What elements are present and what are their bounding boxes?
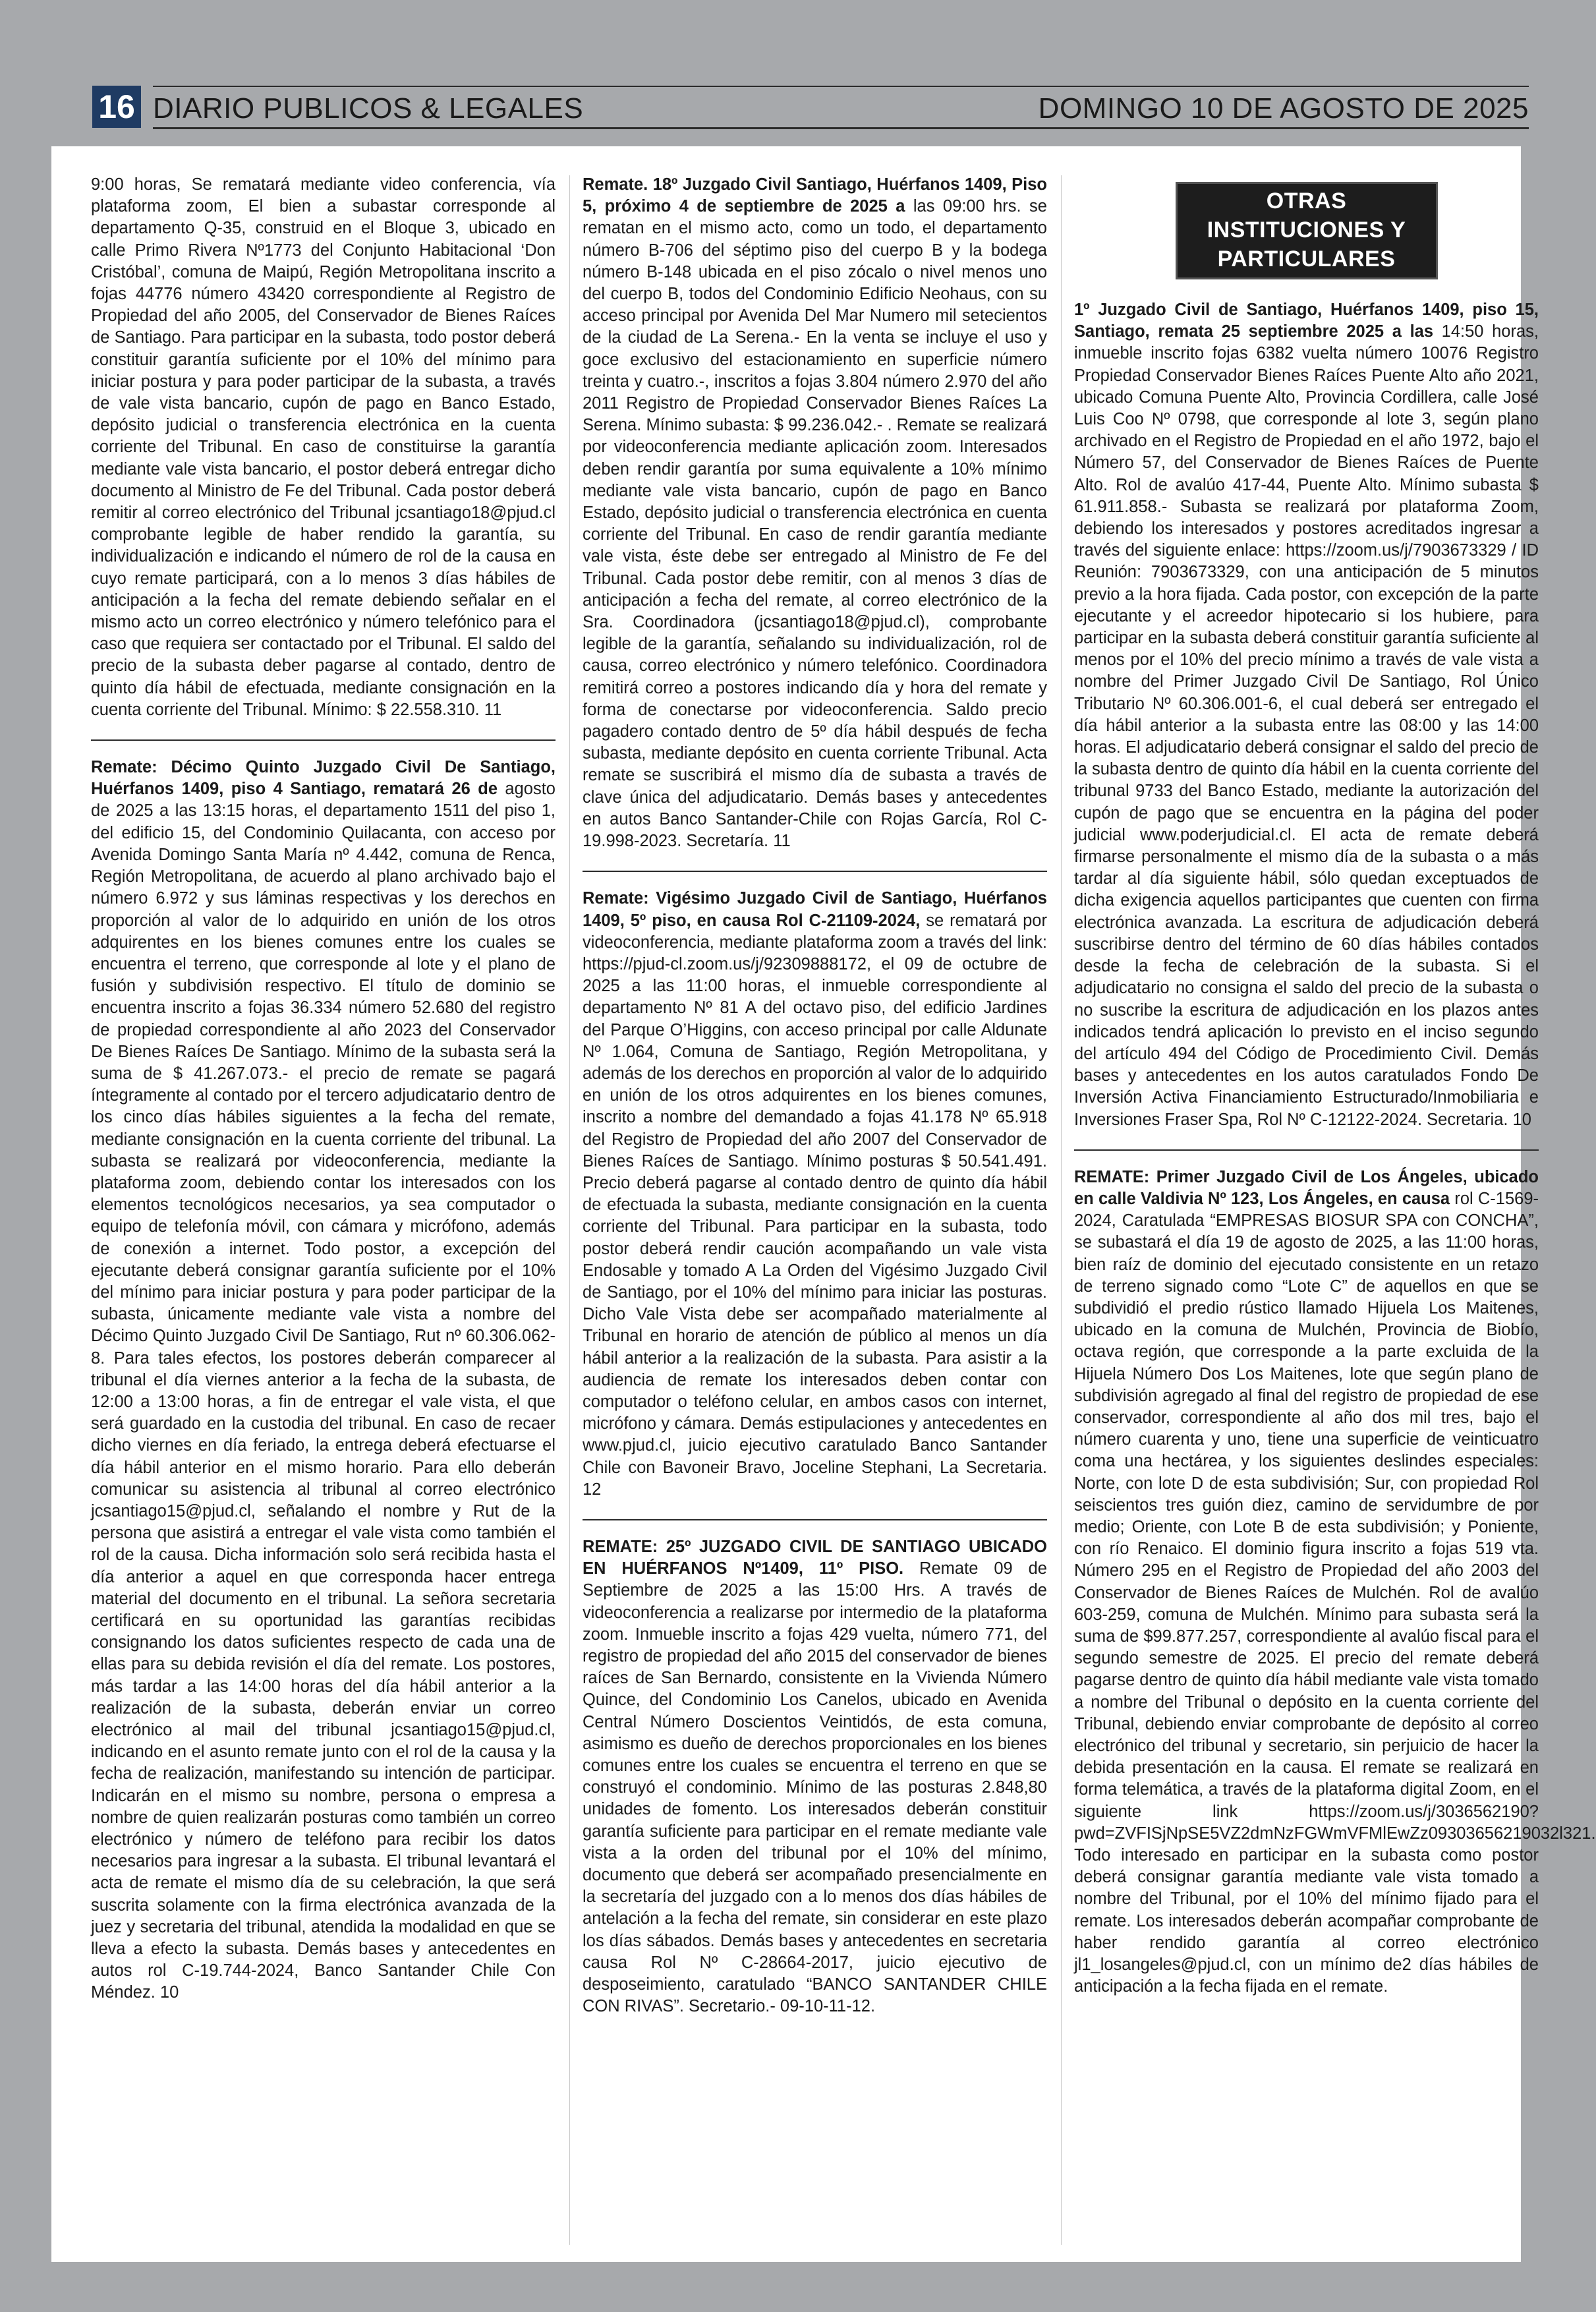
notice-divider xyxy=(91,739,556,741)
header-top-rule xyxy=(153,86,1529,87)
column-1 xyxy=(91,174,556,2250)
notice-divider xyxy=(1074,1149,1539,1151)
legal-notice xyxy=(91,174,556,721)
notice-lead: 1º Juzgado Civil de Santiago, Huérfanos 1409, piso 15, Santiago, remata 25 septiembre 2025 a las xyxy=(1074,301,1539,341)
notice-divider xyxy=(583,871,1047,872)
issue-date: DOMINGO 10 DE AGOSTO DE 2025 xyxy=(1038,92,1529,125)
page-sheet xyxy=(51,146,1596,2262)
legal-notice xyxy=(583,888,1047,1501)
notice-lead: Remate. 18º Juzgado Civil Santiago, Huérfanos 1409, Piso 5, próximo 4 de septiembre de 2025 a xyxy=(583,175,1047,216)
legal-notice xyxy=(583,1536,1047,2017)
notice-body: las 09:00 hrs. se rematan en el mismo acto, como un todo, el departamento número B-706 del séptimo piso del cuerpo B y la bodega número B-148 ubicada en el piso zócalo o nivel menos uno del cuerpo B, todos del Condominio Edificio Neohaus, con su acceso principal por Avenida Del Mar Numero mil setecientos de la ciudad de La Serena.- En la venta se incluye el uso y goce exclusivo del estacionamiento en superficie número treinta y cuatro.-, inscritos a fojas 3.804 número 2.970 del año 2011 Registro de Propiedad Conservador Bienes Raíces La Serena. Mínimo subasta: $ 99.236.042.- . Remate se realizará por videoconferencia mediante aplicación zoom. Interesados deben rendir garantía por suma equivalente a 10% mínimo mediante vale vista bancario, cupón de pago en Banco Estado, depósito judicial o transferencia electrónica en cuenta corriente del Tribunal. En caso de rendir garantía mediante vale vista, éste debe ser entregado al Ministro de Fe del Tribunal. Cada postor debe remitir, con al menos 3 días de anticipación a fecha del remate, al correo electrónico de la Sra. Coordinadora (jcsantiago18@pjud.cl), comprobante legible de la garantía, señalando su individualización, rol de causa, correo electrónico y número telefónico. Coordinadora remitirá correo a postores indicando día y hora del remate y forma de conectarse por videoconferencia. Saldo precio pagadero contado dentro de 5º día hábil después de fecha subasta, mediante depósito en cuenta corriente Tribunal. Acta remate se suscribirá el mismo día de subasta a través de clave única del adjudicatario. Demás bases y antecedentes en autos Banco Santander-Chile con Rojas García, Rol C-19.998-2023. Secretaría. 11 xyxy=(583,197,1047,851)
masthead-title: DIARIO PUBLICOS & LEGALES xyxy=(153,92,584,125)
notice-lead: REMATE: 25º JUZGADO CIVIL DE SANTIAGO UBICADO EN HUÉRFANOS Nº1409, 11º PISO. xyxy=(583,1537,1047,1578)
legal-notice xyxy=(1074,1167,1596,1998)
notice-body: Remate 09 de Septiembre de 2025 a las 15:00 Hrs. A través de videoconferencia a realizarse por intermedio de la plataforma zoom. Inmueble inscrito a fojas 429 vuelta, número 771, del registro de propiedad del año 2015 del conservador de bienes raíces de San Bernardo, consistente en la Vivienda Número Quince, del Condominio Los Canelos, ubicado en Avenida Central Número Doscientos Veintidós, de esta comuna, asimismo es dueño de derechos proporcionales en los bienes comunes entre los cuales se encuentra el terreno en que se construyó el condominio. Mínimo de las posturas 2.848,80 unidades de fomento. Los interesados deberán constituir garantía suficiente para participar en el remate mediante vale vista a la orden del tribunal por el 10% del mínimo, documento que deberá ser acompañado presencialmente en la secretaría del juzgado con a lo menos dos días hábiles de antelación a la fecha del remate, sin considerar en este plazo los días sábados. Demás bases y antecedentes en secretaria causa Rol Nº C-28664-2017, juicio ejecutivo de desposeimiento, caratulado “BANCO SANTANDER CHILE CON RIVAS”. Secretario.- 09-10-11-12. xyxy=(583,1559,1047,2016)
legal-notice xyxy=(91,757,556,2004)
notice-divider xyxy=(583,1519,1047,1520)
header-bottom-rule xyxy=(153,127,1529,129)
legal-notice xyxy=(1074,299,1539,1131)
notice-body: 14:50 horas, inmueble inscrito fojas 6382 vuelta número 10076 Registro Propiedad Conservador Bienes Raíces Puente Alto año 2021, ubicado Comuna Puente Alto, Provincia Cordillera, calle José Luis Coo Nº 0798, que corresponde al lote 3, según plano archivado en el Registro de Propiedad en el año 1972, bajo el Número 57, del Conservador de Bienes Raíces de Puente Alto. Rol de avalúo 417-44, Puente Alto. Mínimo subasta $ 61.911.858.- Subasta se realizará por plataforma Zoom, debiendo los interesados y postores acreditados ingresar a través del siguiente enlace: https://zoom.us/j/7903673329 / ID Reunión: 7903673329, con una anticipación de 5 minutos previo a la hora fijada. Cada postor, con excepción de la parte ejecutante y el acreedor hipotecario si los hubiere, para participar en la subasta deberá constituir garantía suficiente al menos por el 10% del precio mínimo a través de vale vista a nombre del Primer Juzgado Civil De Santiago, Rol Único Tributario Nº 60.306.001-6, el cual deberá ser entregado el día hábil anterior a la subasta entre las 08:00 y las 14:00 horas. El adjudicatario deberá consignar el saldo del precio de la subasta dentro de quinto día hábil en la cuenta corriente del tribunal 9733 del Banco Estado, mediante la autorización del cupón de pago que se encuentra en la página del poder judicial www.poderjudicial.cl. El acta de remate deberá firmarse personalmente el mismo día de la subasta o a más tardar al día siguiente hábil, sólo quedan exceptuados de dicha exigencia aquellos participantes que cuenten con firma electrónica avanzada. La escritura de adjudicación deberá suscribirse dentro del término de 60 días hábiles contados desde la fecha de celebración de la subasta. Si el adjudicatario no consigna el saldo del precio de la subasta o no suscribe la escritura de adjudicación en los plazos antes indicados tendrá aplicación lo previsto en el inciso segundo del artículo 494 del Código de Procedimiento Civil. Demás bases y antecedentes en los autos caratulados Fondo De Inversión Activa Financiamiento Estructurado/Inmobiliaria e Inversiones Fraser Spa, Rol Nº C-12122-2024. Secretaria. 10 xyxy=(1074,322,1539,1129)
column-3 xyxy=(1074,174,1596,2250)
notice-body: se rematará por videoconferencia, mediante plataforma zoom a través del link: https://pjud-cl.zoom.us/j/92309888172, el 09 de octubre de 2025 a las 11:00 horas, el inmueble correspondiente al departamento Nº 81 A del octavo piso, del edificio Jardines del Parque O’Higgins, con acceso principal por calle Aldunate Nº 1.064, Comuna de Santiago, Región Metropolitana, y además de los derechos en proporción al valor de lo adquirido en unión de los otros adquirentes en los bienes comunes, inscrito a nombre del demandado a fojas 41.178 Nº 65.918 del Registro de Propiedad del año 2007 del Conservador de Bienes Raíces de Santiago. Mínimo posturas $ 50.541.491. Precio deberá pagarse al contado dentro de quinto día hábil de efectuada la subasta, mediante consignación en la cuenta corriente del Tribunal. Para participar en la subasta, todo postor deberá rendir caución acompañando un vale vista Endosable y tomado A La Orden del Vigésimo Juzgado Civil de Santiago, por el 10% del mínimo para iniciar las posturas. Dicho Vale Vista debe ser acompañado materialmente al Tribunal en horario de atención de público al menos un día hábil anterior a la realización de la subasta. Para asistir a la audiencia de remate los interesados deben contar con computador o teléfono celular, en ambos casos con internet, micrófono y cámara. Demás estipulaciones y antecedentes en www.pjud.cl, juicio ejecutivo caratulado Banco Santander Chile con Bavoneir Bravo, Joceline Stephani, La Secretaria. 12 xyxy=(583,911,1047,1499)
notice-body: rol C-1569-2024, Caratulada “EMPRESAS BIOSUR SPA con CONCHA”, se subastará el día 19 de agosto de 2025, a las 11:00 horas, bien raíz de dominio del ejecutado consistente en un retazo de terreno signado como “Lote C” de aquellos en que se subdividió el predio rústico llamado Hijuela Los Maitenes, ubicado en la comuna de Mulchén, Provincia de Biobío, octava región, que corresponde a la parte excluida de la Hijuela Número Dos Los Maitenes, lote que según plano de subdivisión agregado al final del registro de propiedad de ese conservador, correspondiente al año dos mil tres, bajo el número cuarenta y uno, tiene una superficie de veinticuatro coma una hectárea, y los siguientes deslindes especiales: Norte, con lote D de esta subdivisión; Sur, con propiedad Rol seiscientos tres guión diez, camino de servidumbre de por medio; Oriente, con Lote B de esta subdivisión; y Poniente, con río Renaico. El dominio figura inscrito a fojas 519 vta. Número 295 en el Registro de Propiedad del año 2003 del Conservador de Bienes Raíces de Mulchén. Rol de avalúo 603-259, comuna de Mulchén. Mínimo para subasta será la suma de $99.877.257, correspondiente al avalúo fiscal para el segundo semestre de 2025. El precio del remate deberá pagarse dentro de quinto día hábil mediante vale vista tomado a nombre del Tribunal o depósito en la cuenta corriente del Tribunal, debiendo enviar comprobante de depósito al correo electrónico del tribunal y secretario, sin perjuicio de hacer la debida presentación en la causa. El remate se realizará en forma telemática, a través de la plataforma digital Zoom, en el siguiente link https://zoom.us/j/3036562190?pwd=ZVFISjNpSE5VZ2dmNzFGWmVFMlEwZz09303656219032l321. Todo interesado en participar en la subasta como postor deberá consignar garantía mediante vale vista tomado a nombre del Tribunal, por el 10% del mínimo fijado para el remate. Los interesados deberán acompañar comprobante de haber rendido garantía al correo electrónico jl1_losangeles@pjud.cl, con un mínimo de2 días hábiles de anticipación a la fecha fijada en el remate. xyxy=(1074,1189,1596,1996)
column-2 xyxy=(583,174,1047,2250)
notice-body: agosto de 2025 a las 13:15 horas, el departamento 1511 del piso 1, del edificio 15, del Condominio Quilacanta, con acceso por Avenida Domingo Santa María nº 4.442, comuna de Renca, Región Metropolitana, de acuerdo al plano archivado bajo el número 6.972 y sus láminas respectivas y los derechos en proporción al valor de lo adquirido en unión de los otros adquirentes en los bienes comunes entre los cuales se encuentra el terreno, que corresponde al lote y el plano de fusión y subdivisión respectivo. El título de dominio se encuentra inscrito a fojas 36.334 número 52.680 del registro de propiedad correspondiente al año 2023 del Conservador De Bienes Raíces De Santiago. Mínimo de la subasta será la suma de $ 41.267.073.- el precio de remate se pagará íntegramente al contado por el tercero adjudicatario dentro de los cinco días hábiles siguientes a la fecha del remate, mediante consignación en la cuenta corriente del tribunal. La subasta se realizará por videoconferencia, mediante la plataforma zoom, debiendo contar los interesados con los elementos tecnológicos necesarios, ya sea computador o equipo de telefonía móvil, con cámara y micrófono, además de conexión a internet. Todo postor, a excepción del ejecutante deberá consignar garantía suficiente por el 10% del mínimo para iniciar postura y para poder participar de la subasta, únicamente mediante vale vista a nombre del Décimo Quinto Juzgado Civil De Santiago, Rut nº 60.306.062-8. Para tales efectos, los postores deberán comparecer al tribunal el día viernes anterior a la fecha de la subasta, de 12:00 a 13:00 horas, a fin de entregar el vale vista, el que será guardado en la custodia del tribunal. En caso de recaer dicho viernes en día feriado, la entrega deberá efectuarse el día hábil anterior en el mismo horario. Para ello deberán comunicar su asistencia al tribunal al correo electrónico jcsantiago15@pjud.cl, señalando el nombre y Rut de la persona que asistirá a entregar el vale vista como también el rol de la causa. Dicha información solo será recibida hasta el día anterior a aquel en que corresponda hacer entrega material del documento en el tribunal. La señora secretaria certificará en su oportunidad las garantías recibidas consignando los datos suficientes respecto de cada una de ellas para su debida revisión el día del remate. Los postores, más tardar a las 14:00 horas del día hábil anterior a la realización de la subasta, deberán enviar un correo electrónico al mail del tribunal jcsantiago15@pjud.cl, indicando en el asunto remate junto con el rol de la causa y la fecha de realización, manifestando su intención de participar. Indicarán en el mismo su nombre, persona o empresa a nombre de quien realizarán posturas como también un correo electrónico y número de teléfono para recibir los datos necesarios para ingresar a la subasta. El tribunal levantará el acta de remate el mismo día de su celebración, la que será suscrita solamente con la firma electrónica avanzada de la juez y secretaria del tribunal, atendida la modalidad en que se lleva a efecto la subasta. Demás bases y antecedentes en autos rol C-19.744-2024, Banco Santander Chile Con Méndez. 10 xyxy=(91,780,556,2002)
column-divider xyxy=(569,175,570,2245)
legal-notice xyxy=(583,174,1047,852)
page-header xyxy=(92,86,1529,129)
notice-body: 9:00 horas, Se rematará mediante video conferencia, vía plataforma zoom, El bien a subastar corresponde al departamento Q-35, construid en el Bloque 3, ubicado en calle Primo Rivera Nº1773 del Conjunto Habitacional ‘Don Cristóbal’, comuna de Maipú, Región Metropolitana inscrito a fojas 44776 número 43420 correspondiente al Registro de Propiedad del año 2005, del Conservador de Bienes Raíces de Santiago. Para participar en la subasta, todo postor deberá constituir garantía suficiente por el 10% del mínimo para iniciar postura y para poder participar de la subasta, a través de vale vista bancario, cupón de pago en Banco Estado, depósito judicial o transferencia electrónica en la cuenta corriente del Tribunal. En caso de constituirse la garantía mediante vale vista bancario, el postor deberá entregar dicho documento al Ministro de Fe del Tribunal. Cada postor deberá remitir al correo electrónico del Tribunal jcsantiago18@pjud.cl comprobante legible de haber rendido la garantía, su individualización e indicando el número de rol de la causa en cuyo remate participará, con a lo menos 3 días hábiles de anticipación a la fecha del remate debiendo señalar en el mismo acto un correo electrónico y número telefónico para el caso que requiera ser contactado por el Tribunal. El saldo del precio de la subasta deber pagarse al contado, dentro de quinto día hábil de efectuada, mediante consignación en la cuenta corriente del Tribunal. Mínimo: $ 22.558.310. 11 xyxy=(91,175,556,719)
notice-lead: Remate: Vigésimo Juzgado Civil de Santiago, Huérfanos 1409, 5º piso, en causa Rol C-21109-2024, xyxy=(583,889,1047,930)
notice-lead: REMATE: Primer Juzgado Civil de Los Ángeles, ubicado en calle Valdivia Nº 123, Los Ángeles, en causa xyxy=(1074,1167,1539,1208)
column-divider xyxy=(1061,175,1062,2245)
page-number-badge: 16 xyxy=(92,86,141,128)
notice-lead: Remate: Décimo Quinto Juzgado Civil De Santiago, Huérfanos 1409, piso 4 Santiago, rematará 26 de xyxy=(91,758,556,799)
section-heading: OTRAS INSTITUCIONES Y PARTICULARES xyxy=(1176,182,1438,279)
